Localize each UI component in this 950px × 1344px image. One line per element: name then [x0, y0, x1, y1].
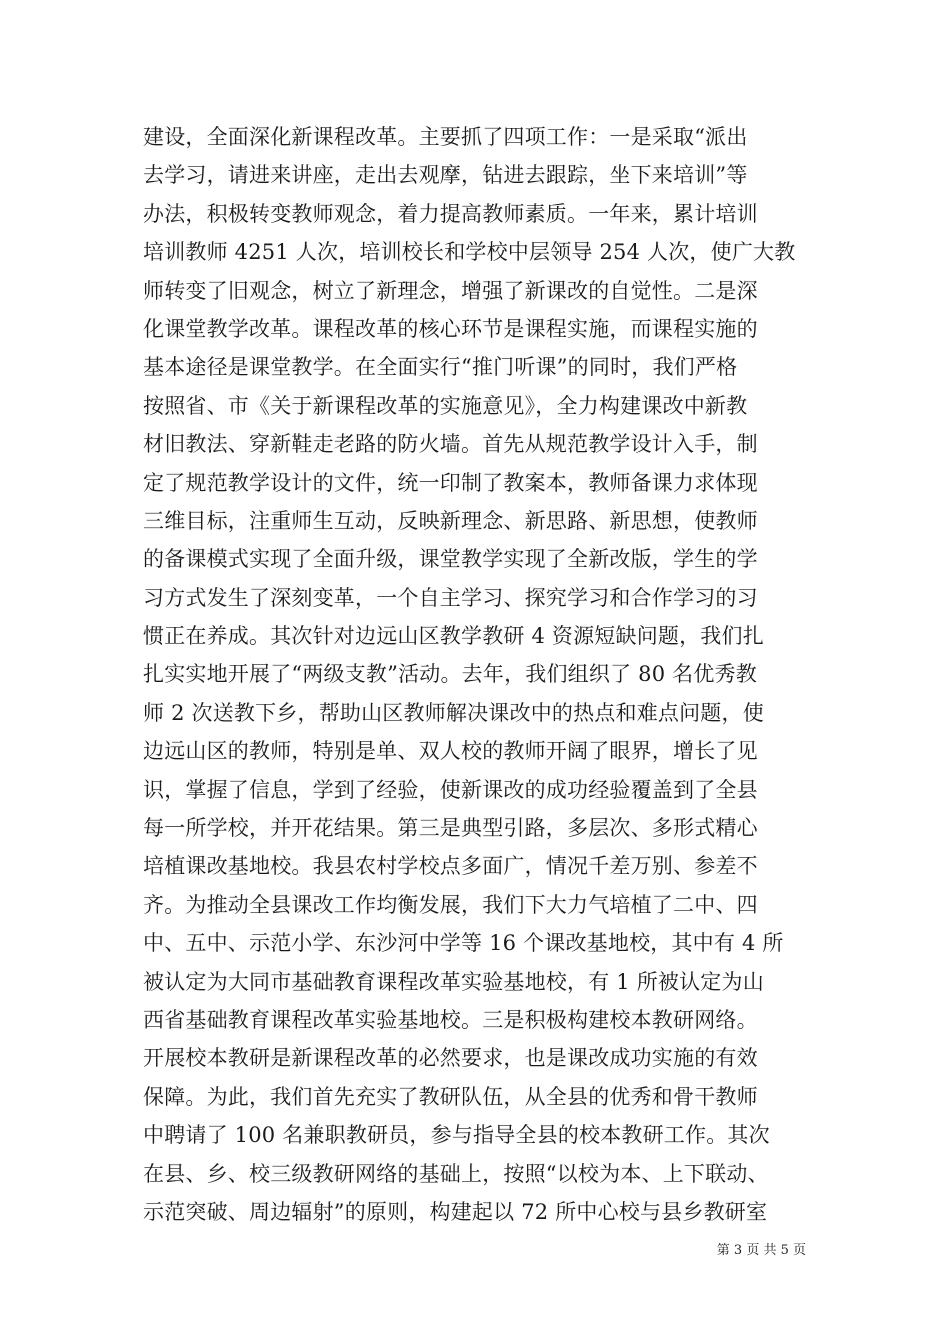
text-line-6: 化课堂教学改革。课程改革的核心环节是课程实施，而课程实施的 — [143, 316, 758, 341]
text-line-17: 边远山区的教师，特别是单、双人校的教师开阔了眼界，增长了见 — [143, 739, 758, 764]
text-line-13: 习方式发生了深刻变革，一个自主学习、探究学习和合作学习的习 — [143, 585, 758, 610]
text-line-12: 的备课模式实现了全面升级，课堂教学实现了全新改版，学生的学 — [143, 547, 758, 572]
text-line-14: 惯正在养成。其次针对边远山区教学教研 4 资源短缺问题，我们扎 — [143, 624, 764, 649]
text-line-9: 材旧教法、穿新鞋走老路的防火墙。首先从规范教学设计入手，制 — [143, 432, 758, 457]
text-line-22: 中、五中、示范小学、东沙河中学等 16 个课改基地校，其中有 4 所 — [143, 931, 784, 956]
text-line-19: 每一所学校，并开花结果。第三是典型引路，多层次、多形式精心 — [143, 816, 758, 841]
text-line-10: 定了规范教学设计的文件，统一印制了教案本，教师备课力求体现 — [143, 470, 758, 495]
text-line-27: 中聘请了 100 名兼职教研员，参与指导全县的校本教研工作。其次 — [143, 1123, 770, 1148]
body-paragraph — [143, 118, 813, 1231]
text-line-1: 建设，全面深化新课程改革。主要抓了四项工作：一是采取“派出 — [143, 125, 748, 149]
page-number-footer: 第 3 页 共 5 页 — [716, 1243, 806, 1258]
text-line-16: 师 2 次送教下乡，帮助山区教师解决课改中的热点和难点问题，使 — [143, 700, 764, 725]
text-line-18: 识，掌握了信息，学到了经验，使新课改的成功经验覆盖到了全县 — [143, 777, 758, 802]
text-line-25: 开展校本教研是新课程改革的必然要求，也是课改成功实施的有效 — [143, 1046, 758, 1071]
text-line-29: 示范突破、周边辐射”的原则，构建起以 72 所中心校与县乡教研室 — [143, 1199, 768, 1224]
text-line-24: 西省基础教育课程改革实验基地校。三是积极构建校本教研网络。 — [143, 1007, 758, 1032]
text-line-21: 齐。为推动全县课改工作均衡发展，我们下大力气培植了二中、四 — [143, 892, 758, 917]
text-line-15: 扎实实地开展了“两级支教”活动。去年，我们组织了 80 名优秀教 — [143, 662, 757, 687]
text-line-7: 基本途径是课堂教学。在全面实行“推门听课”的同时，我们严格 — [143, 355, 738, 380]
text-line-26: 保障。为此，我们首先充实了教研队伍，从全县的优秀和骨干教师 — [143, 1084, 758, 1109]
text-line-4: 培训教师 4251 人次，培训校长和学校中层领导 254 人次，使广大教 — [143, 240, 796, 265]
text-line-20: 培植课改基地校。我县农村学校点多面广，情况千差万别、参差不 — [143, 854, 758, 879]
text-line-3: 办法，积极转变教师观念，着力提高教师素质。一年来，累计培训 — [143, 201, 758, 226]
text-line-8: 按照省、市《关于新课程改革的实施意见》，全力构建课改中新教 — [143, 393, 748, 418]
text-line-2: 去学习，请进来讲座，走出去观摩，钻进去跟踪，坐下来培训”等 — [143, 163, 748, 188]
text-line-23: 被认定为大同市基础教育课程改革实验基地校，有 1 所被认定为山 — [143, 969, 764, 994]
text-line-28: 在县、乡、校三级教研网络的基础上，按照“以校为本、上下联动、 — [143, 1161, 769, 1186]
text-line-11: 三维目标，注重师生互动，反映新理念、新思路、新思想，使教师 — [143, 508, 758, 533]
text-line-5: 师转变了旧观念，树立了新理念，增强了新课改的自觉性。二是深 — [143, 278, 758, 303]
